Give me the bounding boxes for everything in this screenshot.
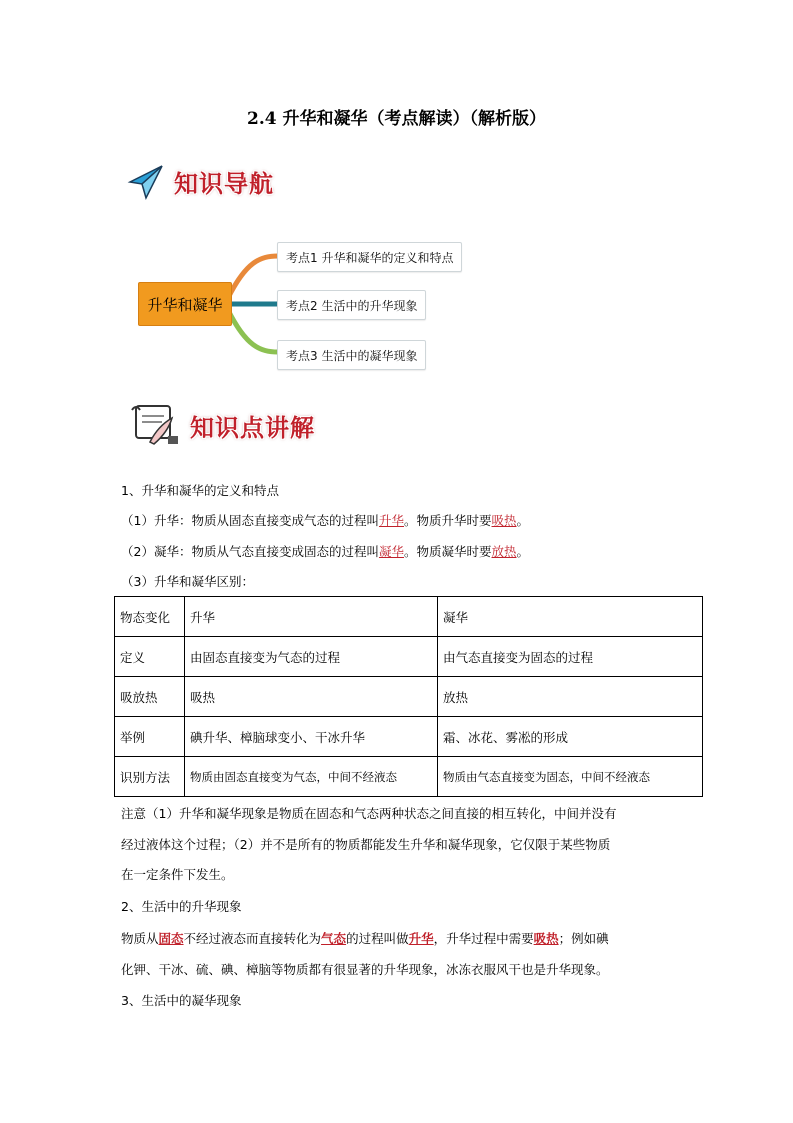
text: 的过程叫做 xyxy=(346,931,409,946)
keyword: 升华 xyxy=(378,513,404,528)
paragraph-sublimation-life-2: 化钾、干冰、硫、碘、樟脑等物质都有很显著的升华现象，冰冻衣服风干也是升华现象。 xyxy=(121,962,609,977)
table-cell: 升华 xyxy=(185,597,438,637)
note-line-1: 注意（1）升华和凝华现象是物质在固态和气态两种状态之间直接的相互转化，中间并没有 xyxy=(121,806,617,821)
note-line-2: 经过液体这个过程；（2）并不是所有的物质都能发生升华和凝华现象，它仅限于某些物质 xyxy=(121,837,611,852)
table-cell: 由固态直接变为气态的过程 xyxy=(185,637,438,677)
table-cell: 由气态直接变为固态的过程 xyxy=(438,637,703,677)
keyword: 凝华 xyxy=(378,544,404,559)
text: 。 xyxy=(516,513,530,528)
section-title: 知识点讲解 xyxy=(190,413,315,442)
keyword: 气态 xyxy=(321,931,347,946)
table-cell: 物质由固态直接变为气态，中间不经液态 xyxy=(185,757,438,797)
heading-1: 1、升华和凝华的定义和特点 xyxy=(121,483,279,498)
table-cell: 识别方法 xyxy=(115,757,185,797)
table-row xyxy=(115,597,703,637)
keyword: 吸热 xyxy=(491,513,517,528)
keyword: 固态 xyxy=(158,931,184,946)
heading-3: 3、生活中的凝华现象 xyxy=(121,993,242,1008)
table-cell: 定义 xyxy=(115,637,185,677)
table-cell: 吸热 xyxy=(185,677,438,717)
table-cell: 放热 xyxy=(438,677,703,717)
table-cell: 凝华 xyxy=(438,597,703,637)
mindmap-connector-3 xyxy=(228,310,278,352)
mindmap-node-1: 考点1 升华和凝华的定义和特点 xyxy=(277,242,462,272)
comparison-table xyxy=(114,596,703,797)
mindmap-node-2: 考点2 生活中的升华现象 xyxy=(277,290,426,320)
paragraph-sublimation xyxy=(121,511,529,529)
text: ，升华过程中需要 xyxy=(433,931,534,946)
paragraph-deposition xyxy=(121,542,529,560)
text: 。物质凝华时要 xyxy=(403,544,492,559)
text: （2）凝华：物质从气态直接变成固态的过程叫 xyxy=(121,544,379,559)
table-row xyxy=(115,757,703,797)
mindmap-connector-1 xyxy=(228,256,278,298)
paragraph-sublimation-life xyxy=(121,929,609,947)
text: 。物质升华时要 xyxy=(403,513,492,528)
text: 不经过液态而直接转化为 xyxy=(183,931,322,946)
document-title: 2.4 升华和凝华（考点解读）（解析版） xyxy=(247,109,546,129)
table-row xyxy=(115,677,703,717)
keyword: 放热 xyxy=(491,544,517,559)
section-header-explanation xyxy=(128,402,368,446)
paragraph-difference: （3）升华和凝华区别： xyxy=(121,574,254,589)
scroll-quill-icon xyxy=(128,402,180,448)
table-cell: 物态变化 xyxy=(115,597,185,637)
section-header-navigation xyxy=(126,160,326,204)
table-cell: 举例 xyxy=(115,717,185,757)
keyword: 吸热 xyxy=(533,931,559,946)
keyword: 升华 xyxy=(408,931,434,946)
table-cell: 物质由气态直接变为固态，中间不经液态 xyxy=(438,757,703,797)
text: 。 xyxy=(516,544,530,559)
heading-2: 2、生活中的升华现象 xyxy=(121,899,242,914)
table-row xyxy=(115,717,703,757)
text: （1）升华：物质从固态直接变成气态的过程叫 xyxy=(121,513,379,528)
section-title: 知识导航 xyxy=(174,169,274,198)
table-cell: 吸放热 xyxy=(115,677,185,717)
mindmap-node-3: 考点3 生活中的凝华现象 xyxy=(277,340,426,370)
text: ；例如碘 xyxy=(558,931,609,946)
table-row xyxy=(115,637,703,677)
paper-plane-icon xyxy=(126,162,166,202)
note-line-3: 在一定条件下发生。 xyxy=(121,867,234,882)
table-cell: 碘升华、樟脑球变小、干冰升华 xyxy=(185,717,438,757)
table-cell: 霜、冰花、雾凇的形成 xyxy=(438,717,703,757)
text: 物质从 xyxy=(121,931,159,946)
mindmap-root: 升华和凝华 xyxy=(138,282,232,326)
